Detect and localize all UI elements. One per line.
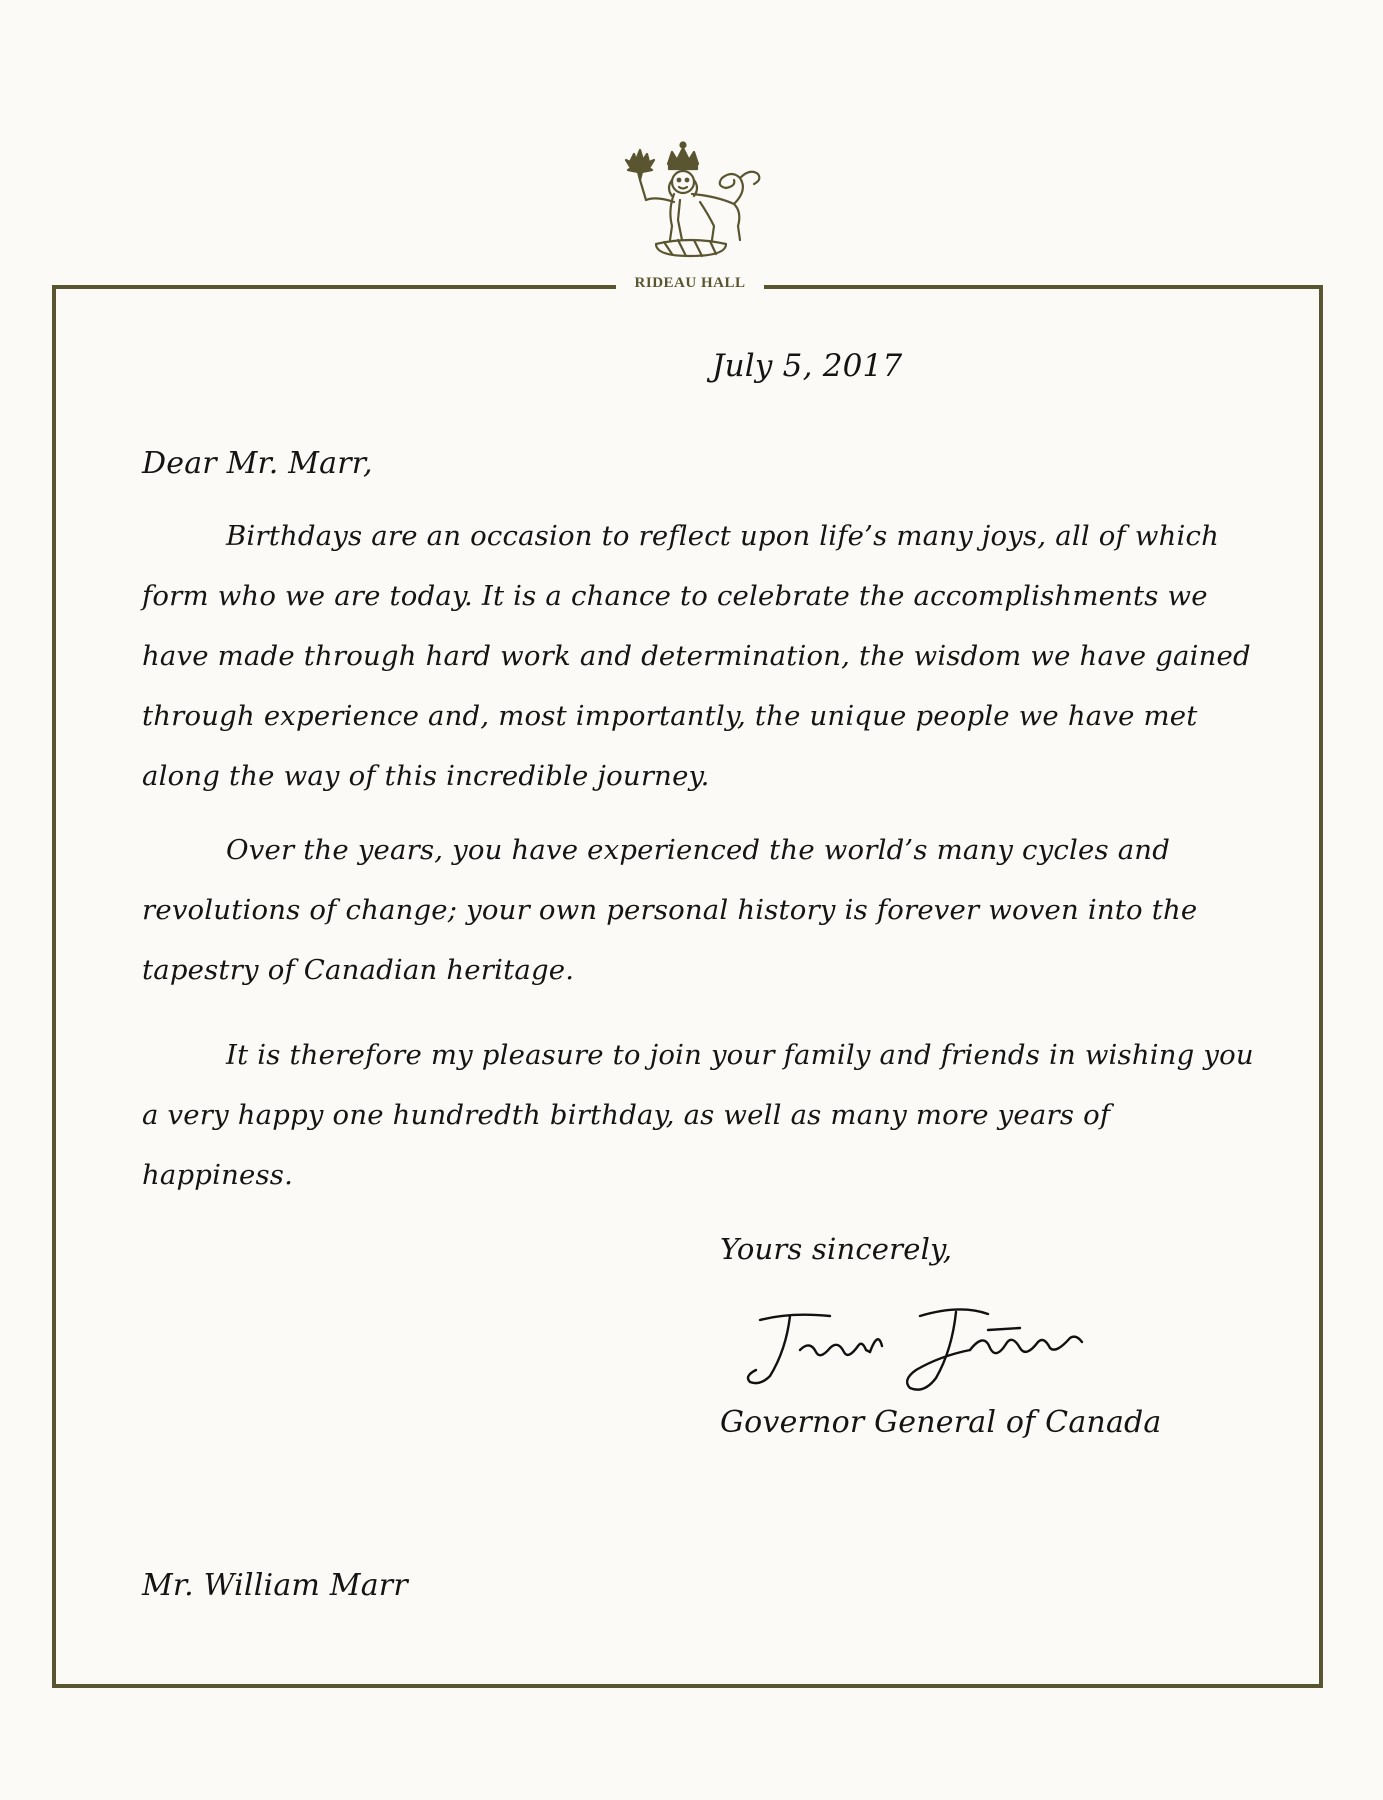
- letter-paragraph: Over the years, you have experienced the world’s many cycles and revolutions of change; your own personal history is forever woven into the tapestry of Canadian heritage.: [142, 834, 1198, 986]
- closing-line: Yours sincerely,: [720, 1232, 953, 1266]
- signatory-title: Governor General of Canada: [720, 1405, 1162, 1440]
- letter-paragraph: Birthdays are an occasion to reflect upon life’s many joys, all of which form who we are today. It is a chance to celebrate the accomplishments we have made through hard work and determination, the wisdom we have gained through experience and, most importantly, the unique people we have met along the way of this incredible journey.: [142, 520, 1251, 792]
- handwritten-signature-icon: [720, 1290, 1120, 1400]
- salutation: Dear Mr. Marr,: [142, 446, 373, 481]
- rideau-hall-label: RIDEAU HALL: [616, 270, 764, 296]
- letter-paragraph: It is therefore my pleasure to join your family and friends in wishing you a very happy one hundredth birthday, as well as many more years of happiness.: [142, 1039, 1254, 1191]
- recipient-name: Mr. William Marr: [142, 1568, 408, 1603]
- letter-date: July 5, 2017: [712, 348, 903, 384]
- royal-crest-lion-maple-icon: [616, 140, 764, 262]
